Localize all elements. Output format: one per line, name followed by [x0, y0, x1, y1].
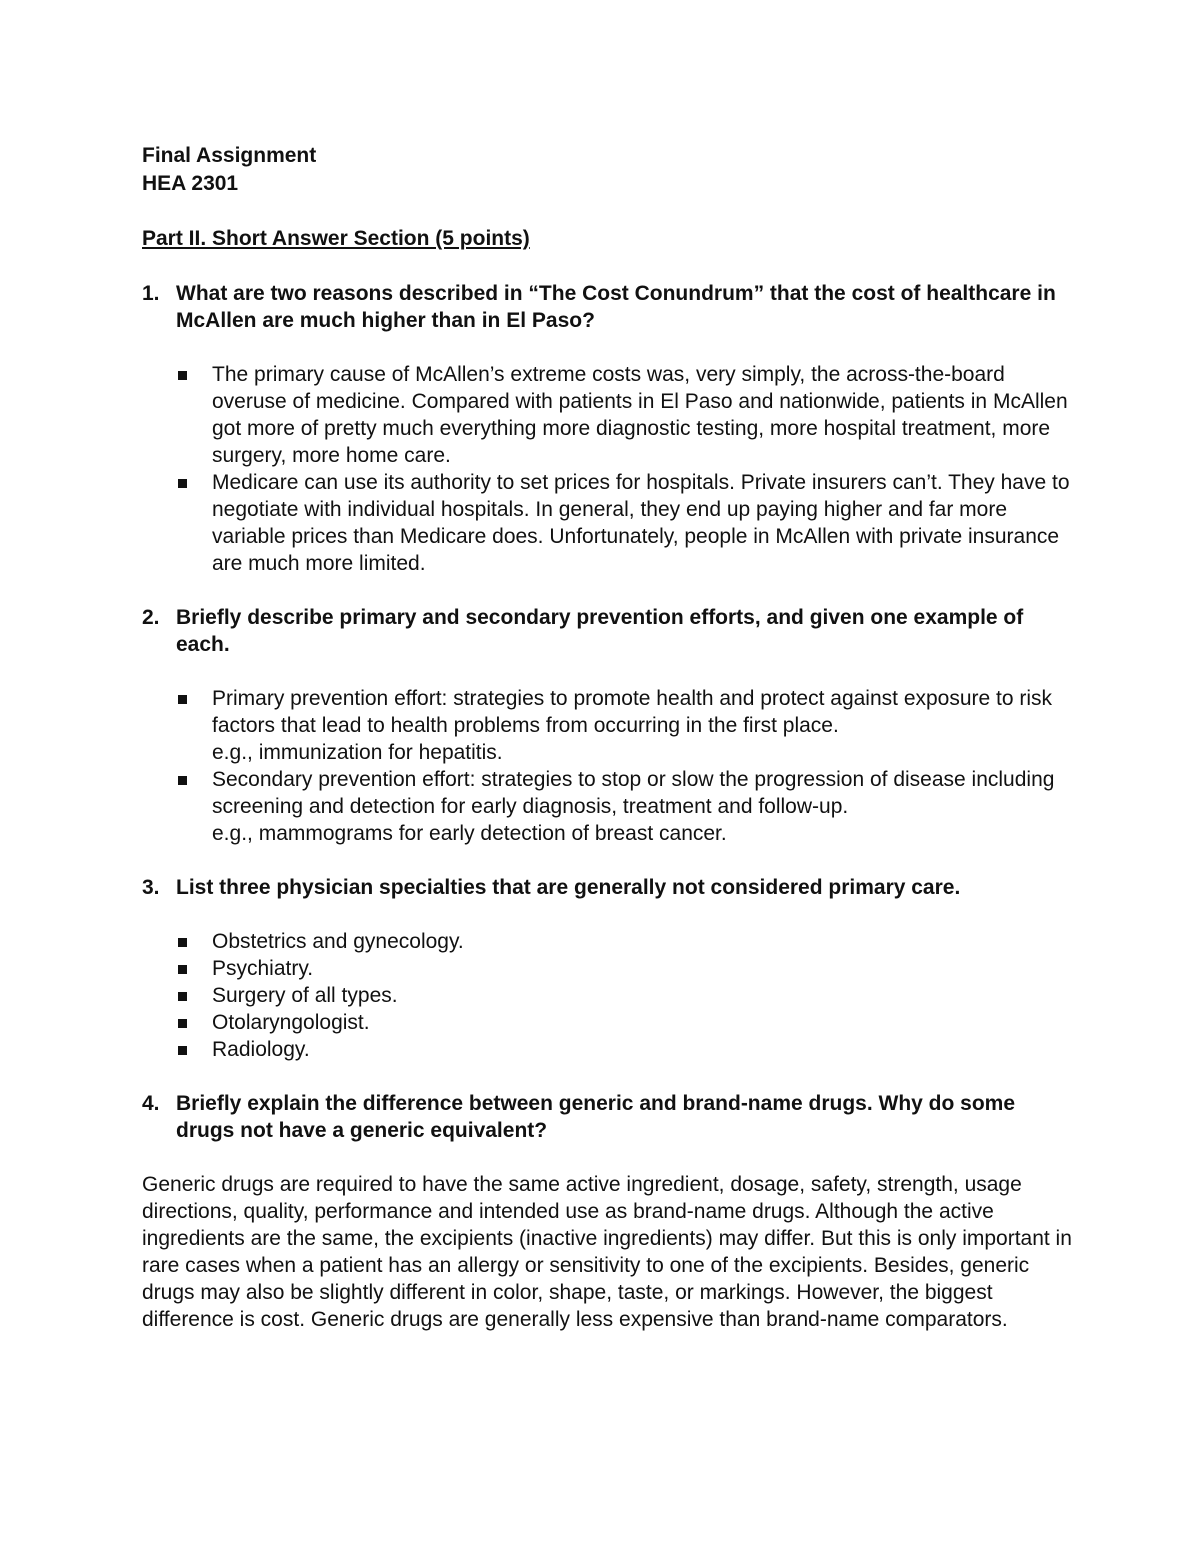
answer-list-1	[142, 361, 1072, 577]
question-number: 1.	[142, 282, 160, 305]
list-item-text: Obstetrics and gynecology.	[212, 930, 464, 953]
list-item	[212, 1009, 1072, 1036]
document-page	[142, 142, 1072, 1333]
course-code: HEA 2301	[142, 172, 239, 195]
square-bullet-icon	[178, 992, 187, 1001]
list-item	[212, 766, 1072, 847]
question-2	[142, 604, 1072, 658]
square-bullet-icon	[178, 965, 187, 974]
list-item-text: Surgery of all types.	[212, 984, 398, 1007]
square-bullet-icon	[178, 1046, 187, 1055]
list-item-text: Radiology.	[212, 1038, 310, 1061]
question-number: 3.	[142, 876, 160, 899]
square-bullet-icon	[178, 695, 187, 704]
list-item-text: Medicare can use its authority to set prices for hospitals. Private insurers can’t. They have to negotiate with individual hospitals. In general, they end up paying higher and far more variable prices than Medicare does. Unfortunately, people in McAllen with private insurance are much more limited.	[212, 471, 1070, 575]
section-heading: Part II. Short Answer Section (5 points)	[142, 227, 530, 250]
square-bullet-icon	[178, 479, 187, 488]
example-text: e.g., immunization for hepatitis.	[212, 741, 503, 764]
answer-list-2	[142, 685, 1072, 847]
list-item	[212, 685, 1072, 766]
list-item-text: Secondary prevention effort: strategies to stop or slow the progression of disease including screening and detection for early diagnosis, treatment and follow-up.	[212, 768, 1055, 818]
question-text: List three physician specialties that are generally not considered primary care.	[176, 876, 961, 899]
answer-paragraph-4: Generic drugs are required to have the same active ingredient, dosage, safety, strength, usage directions, quality, performance and intended use as brand-name drugs. Although the active ingredients are the same, the excipients (inactive ingredients) may differ. But this is only important in rare cases when a patient has an allergy or sensitivity to one of the excipients. Besides, generic drugs may also be slightly different in color, shape, taste, or markings. However, the biggest difference is cost. Generic drugs are generally less expensive than brand-name comparators.	[142, 1173, 1072, 1331]
list-item-text: The primary cause of McAllen’s extreme costs was, very simply, the across-the-board overuse of medicine. Compared with patients in El Paso and nationwide, patients in McAllen got more of pretty much everything more diagnostic testing, more hospital treatment, more surgery, more home care.	[212, 363, 1068, 467]
list-item	[212, 928, 1072, 955]
question-3	[142, 874, 1072, 901]
example-text: e.g., mammograms for early detection of breast cancer.	[212, 822, 727, 845]
square-bullet-icon	[178, 1019, 187, 1028]
list-item-text: Primary prevention effort: strategies to promote health and protect against exposure to risk factors that lead to health problems from occurring in the first place.	[212, 687, 1053, 737]
question-text: Briefly explain the difference between generic and brand-name drugs. Why do some drugs not have a generic equivalent?	[176, 1092, 1016, 1142]
list-item	[212, 955, 1072, 982]
square-bullet-icon	[178, 938, 187, 947]
list-item-text: Otolaryngologist.	[212, 1011, 370, 1034]
question-number: 2.	[142, 606, 160, 629]
question-1	[142, 280, 1072, 334]
square-bullet-icon	[178, 371, 187, 380]
list-item-text: Psychiatry.	[212, 957, 314, 980]
list-item	[212, 1036, 1072, 1063]
square-bullet-icon	[178, 776, 187, 785]
list-item	[212, 982, 1072, 1009]
list-item	[212, 469, 1072, 577]
question-text: What are two reasons described in “The Cost Conundrum” that the cost of healthcare in McAllen are much higher than in El Paso?	[176, 282, 1056, 332]
question-number: 4.	[142, 1092, 160, 1115]
question-4	[142, 1090, 1072, 1144]
answer-list-3	[142, 928, 1072, 1063]
question-text: Briefly describe primary and secondary prevention efforts, and given one example of each.	[176, 606, 1024, 656]
document-title: Final Assignment	[142, 144, 317, 167]
list-item	[212, 361, 1072, 469]
